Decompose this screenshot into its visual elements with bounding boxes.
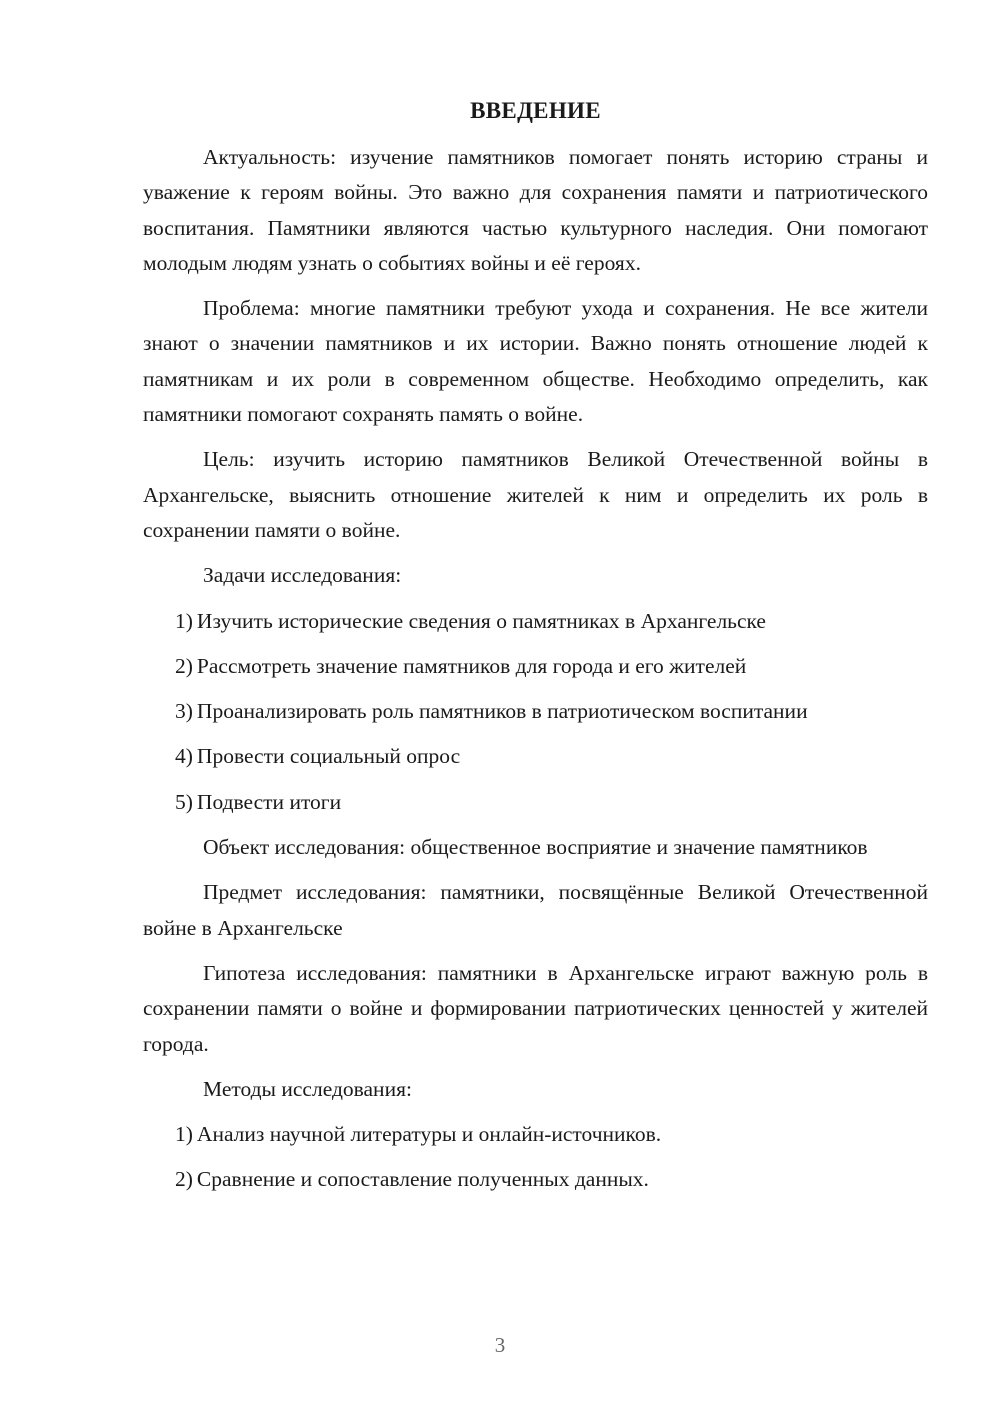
hypothesis-paragraph: Гипотеза исследования: памятники в Архангельске играют важную роль в сохранении памяти о войне и формировании патриотических ценностей у жителей города. [143, 960, 928, 1056]
task-item [143, 739, 928, 774]
task-number: 2) [175, 653, 193, 678]
page-number: 3 [494, 1333, 506, 1357]
relevance-paragraph: Актуальность: изучение памятников помогает понять историю страны и уважение к героям войны. Это важно для сохранения памяти и патриотического воспитания. Памятники являются частью культурного наследия. Они помогают молодым людям узнать о событиях войны и её героях. [143, 145, 928, 275]
task-text: Подвести итоги [196, 789, 342, 814]
method-item [143, 1117, 928, 1152]
task-number: 3) [175, 699, 193, 724]
method-number: 2) [175, 1167, 193, 1192]
method-text: Сравнение и сопоставление полученных данных. [196, 1167, 649, 1192]
task-text: Провести социальный опрос [196, 744, 461, 769]
object-paragraph: Объект исследования: общественное восприятие и значение памятников [203, 835, 868, 860]
methods-heading: Методы исследования: [203, 1076, 412, 1101]
section-title: ВВЕДЕНИЕ [470, 98, 601, 123]
task-item [143, 649, 928, 684]
task-item [143, 604, 928, 639]
problem-paragraph: Проблема: многие памятники требуют ухода и сохранения. Не все жители знают о значении памятников и их истории. Важно понять отношение людей к памятникам и их роли в современном обществе. Необходимо определить, как памятники помогают сохранять память о войне. [143, 296, 928, 427]
task-text: Изучить исторические сведения о памятниках в Архангельске [196, 608, 766, 633]
task-number: 4) [175, 744, 193, 769]
task-item [143, 694, 928, 729]
task-number: 5) [175, 789, 193, 814]
page-content [143, 95, 928, 1208]
method-number: 1) [175, 1122, 193, 1147]
task-text: Рассмотреть значение памятников для города и его жителей [196, 653, 747, 678]
method-item [143, 1162, 928, 1197]
task-number: 1) [175, 608, 193, 633]
goal-paragraph: Цель: изучить историю памятников Великой Отечественной войны в Архангельске, выяснить отношение жителей к ним и определить их роль в сохранении памяти о войне. [143, 447, 928, 542]
subject-paragraph: Предмет исследования: памятники, посвящённые Великой Отечественной войне в Архангельске [143, 880, 928, 940]
task-text: Проанализировать роль памятников в патриотическом воспитании [196, 699, 808, 724]
tasks-heading: Задачи исследования: [203, 563, 402, 588]
method-text: Анализ научной литературы и онлайн-источников. [196, 1122, 662, 1147]
task-item [143, 785, 928, 820]
